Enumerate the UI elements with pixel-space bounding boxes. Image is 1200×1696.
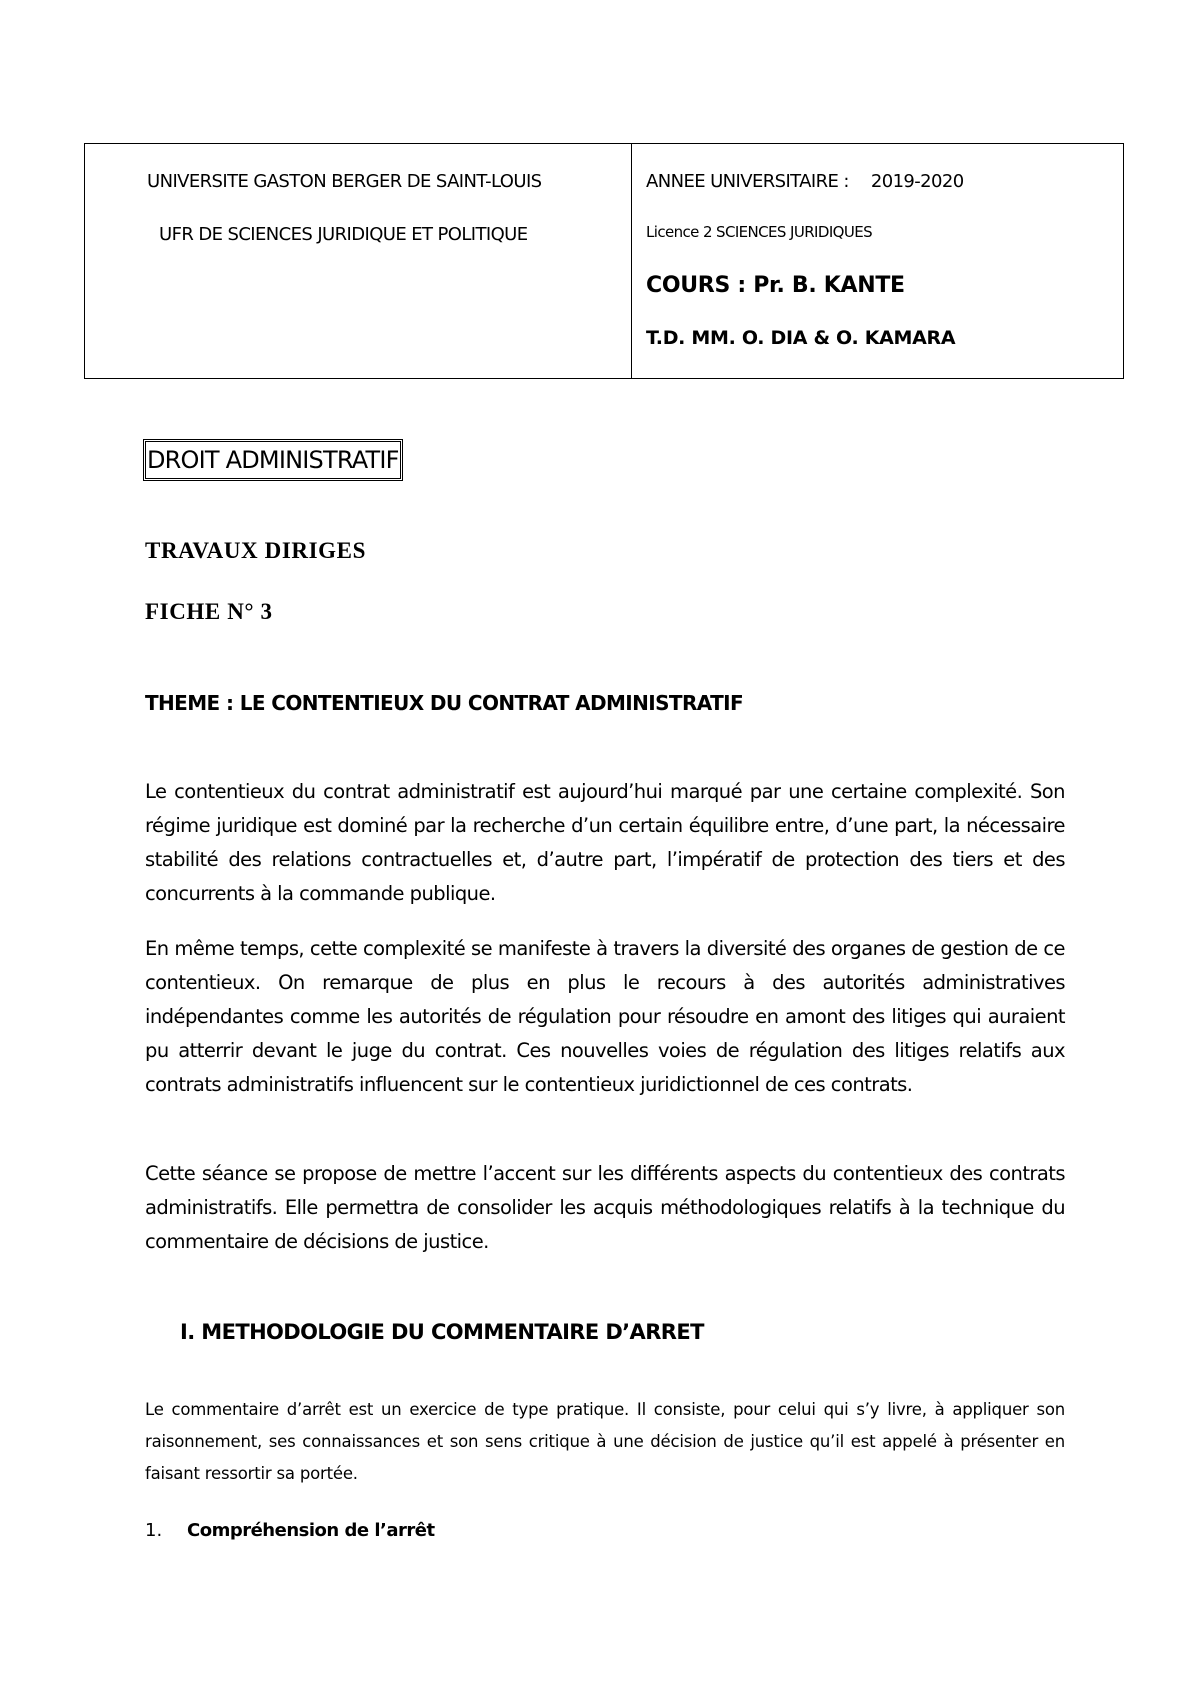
academic-year-label: ANNEE UNIVERSITAIRE : [646, 171, 849, 192]
header-table [84, 143, 1124, 379]
list-item [145, 1520, 435, 1541]
licence-level: Licence 2 SCIENCES JURIDIQUES [646, 223, 873, 241]
intro-paragraph: Le contentieux du contrat administratif est aujourd’hui marqué par une certaine complexité. Son régime juridique est dominé par la recherche d’un certain équilibre entre, d’une part, la nécessaire stabilité des relations contractuelles et, d’autre part, l’impératif de protection des tiers et des concurrents à la commande publique. [145, 780, 1065, 905]
fiche-number: FICHE N° 3 [145, 599, 273, 624]
theme-heading: THEME : LE CONTENTIEUX DU CONTRAT ADMINISTRATIF [145, 691, 744, 715]
subject-title: DROIT ADMINISTRATIF [143, 439, 403, 481]
list-item-label: Compréhension de l’arrêt [187, 1520, 435, 1541]
travaux-heading: TRAVAUX DIRIGES [145, 538, 366, 563]
objective-paragraph: Cette séance se propose de mettre l’accent sur les différents aspects du contentieux des contrats administratifs. Elle permettra de consolider les acquis méthodologiques relatifs à la technique du commentaire de décisions de justice. [145, 1162, 1065, 1253]
course-professor: COURS : Pr. B. KANTE [646, 273, 905, 298]
ufr-name: UFR DE SCIENCES JURIDIQUE ET POLITIQUE [159, 224, 528, 245]
academic-year [646, 171, 964, 192]
header-left-cell [85, 144, 632, 378]
academic-year-value: 2019-2020 [870, 171, 964, 192]
section-heading: I. METHODOLOGIE DU COMMENTAIRE D’ARRET [180, 1320, 704, 1344]
header-right-cell [632, 144, 1123, 378]
td-instructors: T.D. MM. O. DIA & O. KAMARA [646, 327, 956, 349]
section-intro-paragraph: Le commentaire d’arrêt est un exercice de type pratique. Il consiste, pour celui qui s’y livre, à appliquer son raisonnement, ses connaissances et son sens critique à une décision de justice qu’il est appelé à présenter en faisant ressortir sa portée. [145, 1400, 1065, 1483]
body-paragraph: En même temps, cette complexité se manifeste à travers la diversité des organes de gestion de ce contentieux. On remarque de plus en plus le recours à des autorités administratives indépendantes comme les autorités de régulation pour résoudre en amont des litiges qui auraient pu atterrir devant le juge du contrat. Ces nouvelles voies de régulation des litiges relatifs aux contrats administratifs influencent sur le contentieux juridictionnel de ces contrats. [145, 937, 1065, 1096]
university-name: UNIVERSITE GASTON BERGER DE SAINT-LOUIS [147, 171, 542, 192]
list-item-number: 1. [145, 1520, 163, 1541]
